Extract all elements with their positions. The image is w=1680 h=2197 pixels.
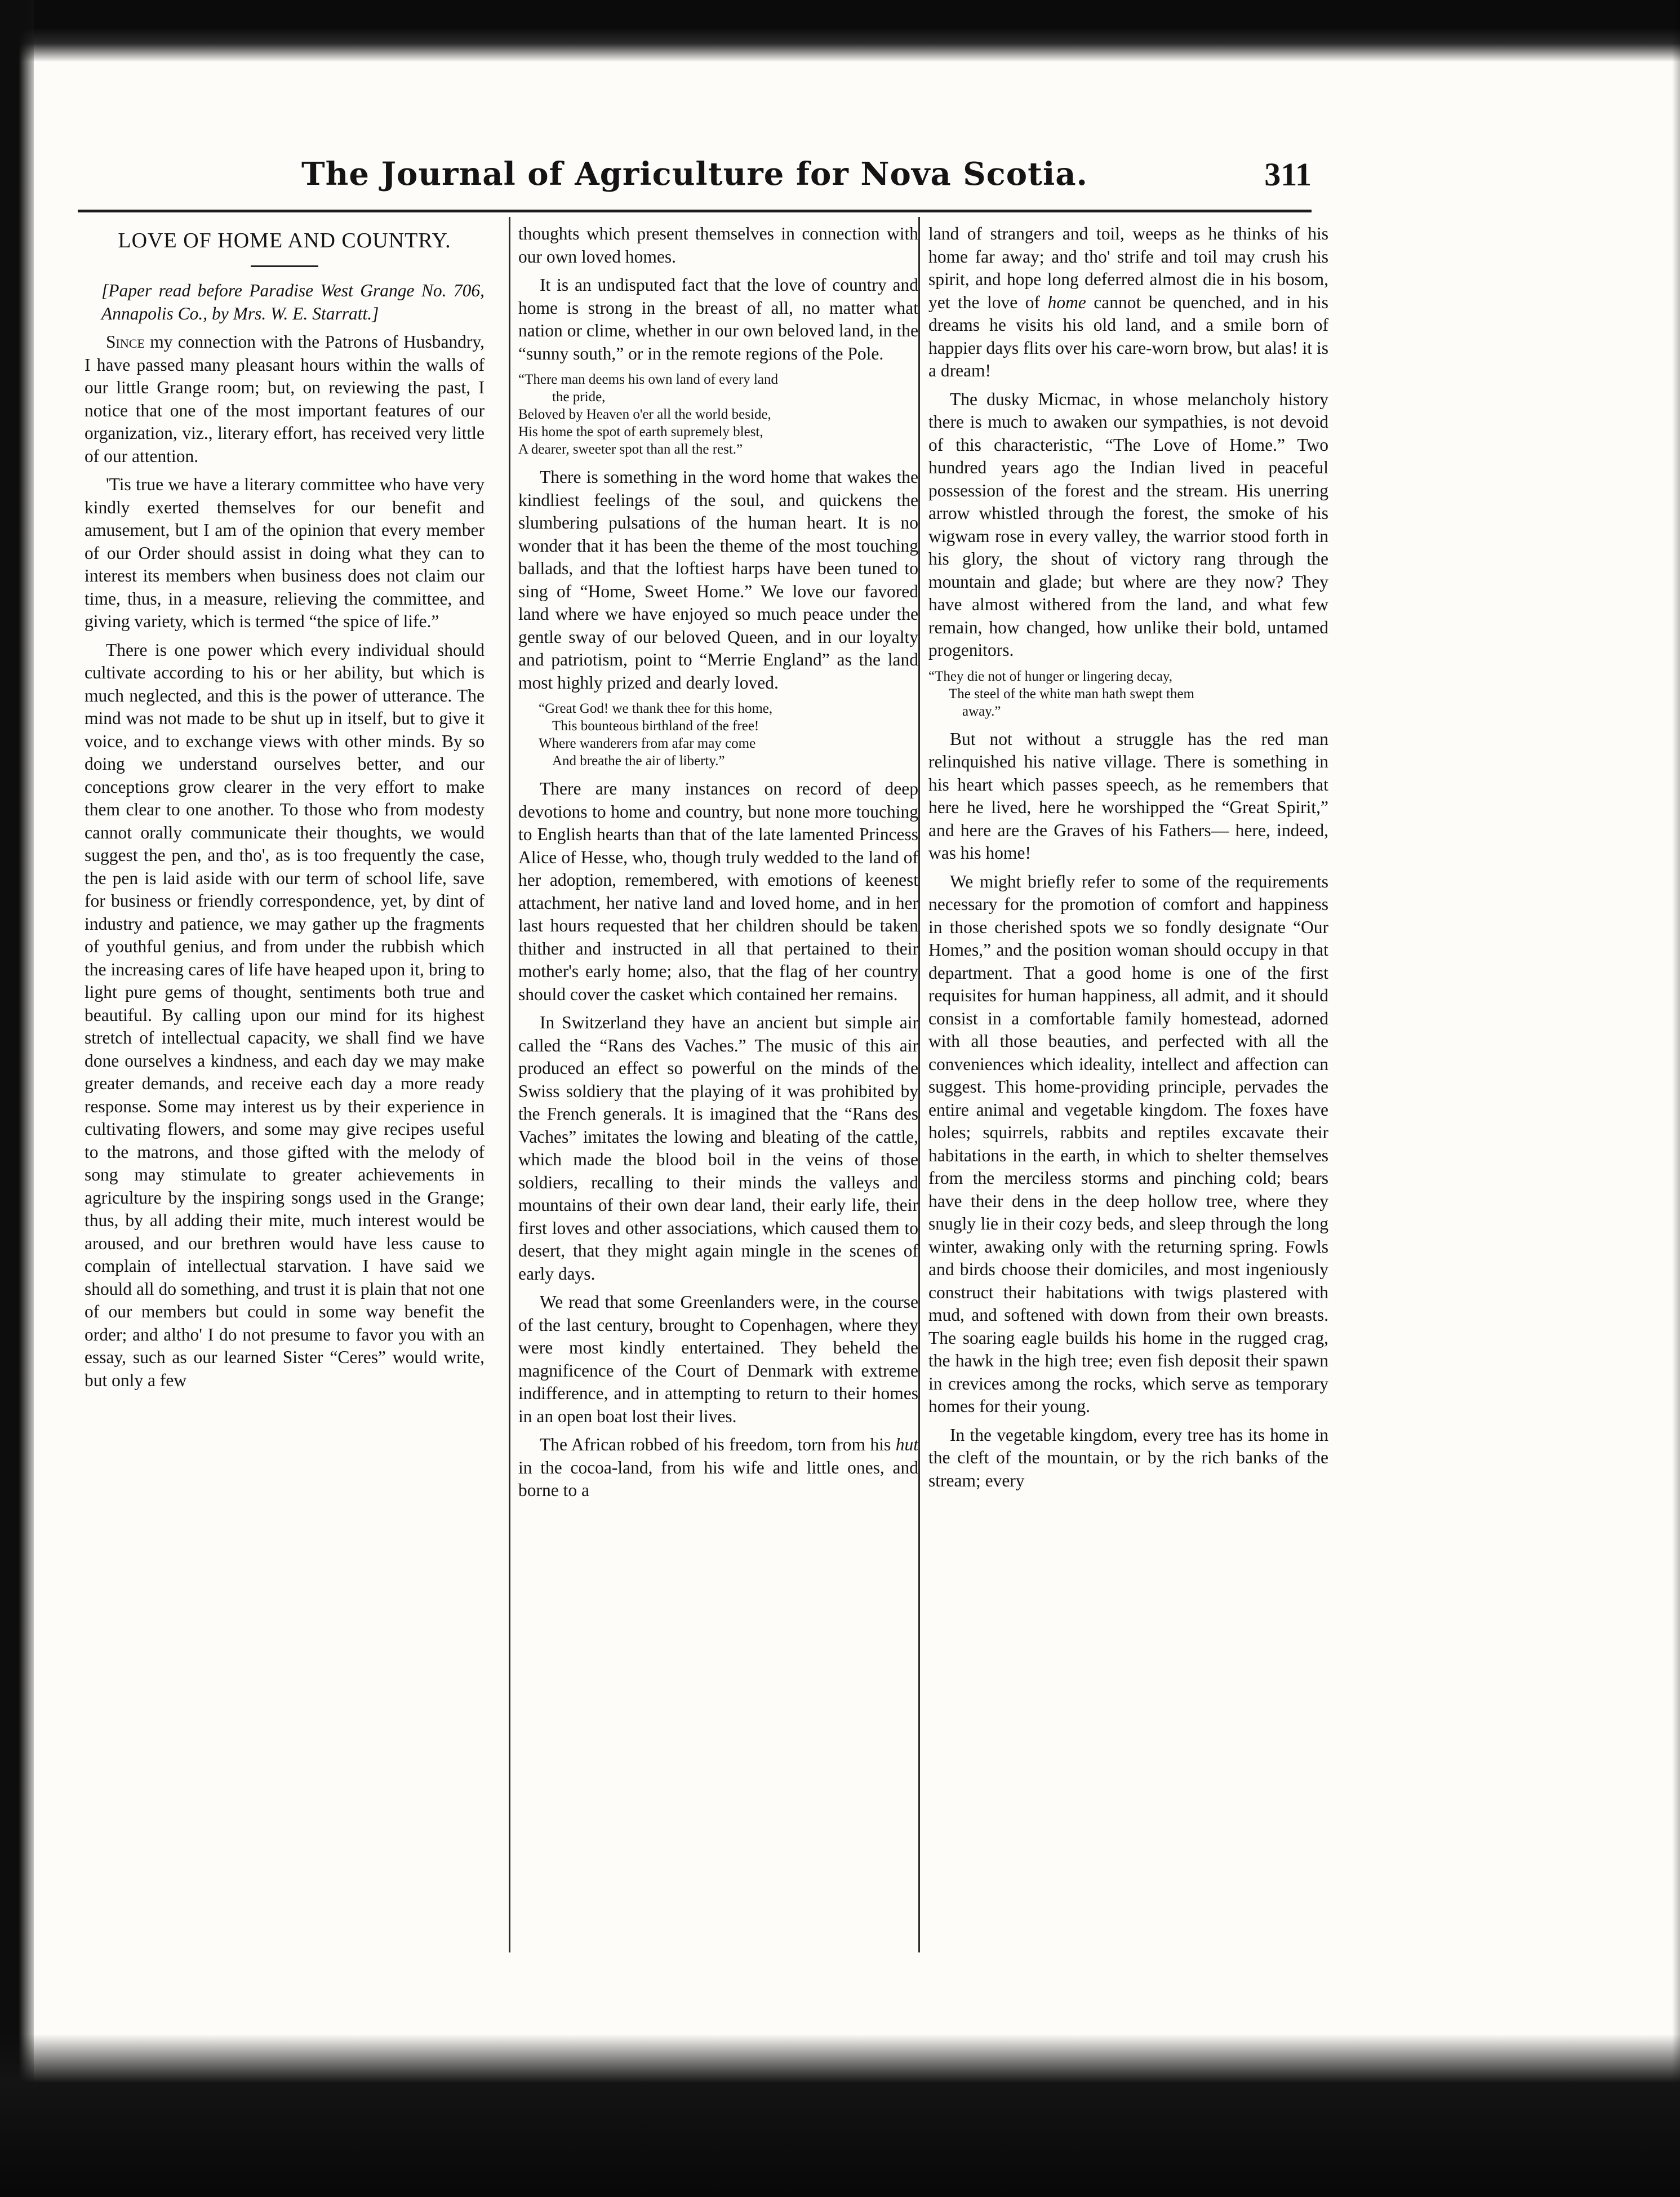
article-byline: [Paper read before Paradise West Grange No. 706, Annapolis Co., by Mrs. W. E. Starratt.] <box>101 281 485 323</box>
poem-line: “They die not of hunger or lingering decay, <box>928 668 1172 684</box>
paragraph: But not without a struggle has the red man relinquished his native village. There is something in his heart which passes speech, as he remembers that here he lived, here he worshipped the “Great Spirit,” and here are the Graves of his Fathers— here, indeed, was his home! <box>928 729 1328 863</box>
article-title: LOVE OF HOME AND COUNTRY. <box>118 229 451 252</box>
poem-line: A dearer, sweeter spot than all the rest.” <box>518 442 743 457</box>
paragraph <box>518 1433 918 1502</box>
paragraph: In Switzerland they have an ancient but simple air called the “Rans des Vaches.” The music of this air produced an effect so powerful on the minds of the Swiss soldiery that the playing of it was prohibited by the French generals. It is imagined that the “Rans des Vaches” imitates the lowing and bleating of the cattle, which made the blood boil in the veins of those soldiers, recalling to their minds the valleys and mountains of their own dear land, their early life, their first loves and other associations, which caused them to desert, that they might again mingle in the scenes of early days. <box>518 1013 918 1284</box>
paragraph: 'Tis true we have a literary committee who have very kindly exerted themselves for our benefit and amusement, but I am of the opinion that every member of our Order should assist in doing what they can to interest its members when business does not claim our time, thus, in a measure, relieving the committee, and giving variety, which is termed “the spice of life.” <box>85 474 485 631</box>
paragraph-text: cannot be quenched, and in his dreams he visits his old land, and a smile born of happier days flits over his care-worn brow, but alas! it is a dream! <box>928 292 1328 380</box>
poem-line: Beloved by Heaven o'er all the world beside, <box>518 407 771 422</box>
drop-word: Since <box>106 332 145 352</box>
page-header <box>78 151 1312 207</box>
scan-edge-left <box>0 0 34 2197</box>
emphasis-text: home <box>1047 292 1086 312</box>
paragraph: There are many instances on record of deep devotions to home and country, but none more touching to English hearts than that of the late lamented Princess Alice of Hesse, who, though truly wedded to the land of her adoption, remembered, with emotions of keenest attachment, her native land and loved home, and in her last hours requested that her children should be taken thither and instructed in all that pertained to their mother's early home; also, that the flag of her country should cover the casket which contained her remains. <box>518 779 918 1004</box>
column-3 <box>928 223 1328 1947</box>
title-rule <box>251 265 318 267</box>
poem-line: “Great God! we thank thee for this home, <box>539 701 773 716</box>
poem-line: “There man deems his own land of every land <box>518 372 778 387</box>
paragraph: There is something in the word home that wakes the kindliest feelings of the soul, and quickens the slumbering pulsations of the human heart. It is no wonder that it has been the theme of the most touching ballads, and that the loftiest harps have been tuned to sing of “Home, Sweet Home.” We love our favored land where we have enjoyed so much peace under the gentle sway of our beloved Queen, and in our loyalty and patriotism, point to “Merrie England” as the land most highly prized and dearly loved. <box>518 467 918 693</box>
scan-edge-right <box>1672 0 1680 2197</box>
column-divider-1 <box>509 217 510 1952</box>
poem-line: This bounteous birthland of the free! <box>552 718 759 734</box>
column-divider-2 <box>918 217 920 1952</box>
paragraph <box>85 331 485 468</box>
paragraph: It is an undisputed fact that the love of country and home is strong in the breast of all, no matter what nation or clime, whether in our own beloved land, in the “sunny south,” or in the remote regions of the Pole. <box>518 275 918 363</box>
column-2 <box>518 223 918 1947</box>
emphasis-text: hut <box>895 1435 918 1454</box>
poem-quote <box>928 668 1328 720</box>
paragraph-text: my connection with the Patrons of Husbandry, I have passed many pleasant hours within the walls of our little Grange room; but, on reviewing the past, I notice that one of the most important features of our organization, viz., literary effort, has received very little of our attention. <box>85 332 485 466</box>
poem-line: the pride, <box>552 389 606 405</box>
scan-edge-top <box>0 0 1680 62</box>
paragraph-text: land of strangers and toil, weeps as he thinks of his home far away; and tho' strife and toil may crush his spirit, and hope long deferred almost die in his bosom, yet the love of <box>928 224 1328 312</box>
paragraph: thoughts which present themselves in connection with our own loved homes. <box>518 224 918 267</box>
poem-line: The steel of the white man hath swept them <box>949 686 1194 702</box>
poem-line: Where wanderers from afar may come <box>539 736 756 751</box>
page-number: 311 <box>1264 156 1312 193</box>
paragraph: We read that some Greenlanders were, in the course of the last century, brought to Copenhagen, where they were most kindly entertained. They beheld the magnificence of the Court of Denmark with extreme indifference, and in attempting to return to their homes in an open boat lost their lives. <box>518 1292 918 1426</box>
paragraph: We might briefly refer to some of the requirements necessary for the promotion of comfort and happiness in those cherished spots we so fondly designate “Our Homes,” and the position woman should occupy in that department. That a good home is one of the first requisites for human happiness, all admit, and it should consist in a comfortable family homestead, adorned with all those beauties, and perfected with all the conveniences which ideality, intellect and affection can suggest. This home-providing principle, pervades the entire animal and vegetable kingdom. The foxes have holes; squirrels, rabbits and reptiles excavate their habitations in the earth, in which to shelter themselves from the merciless storms and pinching cold; bears have their dens in the deep hollow tree, where they snugly lie in their cozy beds, and sleep through the long winter, awaking only with the returning spring. Fowls and birds choose their domiciles, and most ingeniously construct their habitations with twigs plastered with mud, and softened with down from their own breasts. The soaring eagle builds his home in the rugged crag, the hawk in the high tree; even fish deposit their spawn in crevices among the rocks, which serve as temporary homes for their young. <box>928 871 1328 1416</box>
journal-title: The Journal of Agriculture for Nova Scotia. <box>301 156 1088 193</box>
paragraph-text: in the cocoa-land, from his wife and little ones, and borne to a <box>518 1457 918 1500</box>
header-rule <box>78 210 1312 212</box>
paragraph-text: The African robbed of his freedom, torn from his <box>540 1435 896 1454</box>
scan-edge-bottom <box>0 2034 1680 2197</box>
paragraph: In the vegetable kingdom, every tree has its home in the cleft of the mountain, or by the rich banks of the stream; every <box>928 1424 1328 1490</box>
poem-line: His home the spot of earth supremely blest, <box>518 424 763 440</box>
column-1 <box>85 223 485 1947</box>
paragraph <box>928 223 1328 383</box>
paragraph: The dusky Micmac, in whose melancholy history there is much to awaken our sympathies, is not devoid of this characteristic, “The Love of Home.” Two hundred years ago the Indian lived in peaceful possession of the forest and the stream. His unerring arrow whistled through the forest, the smoke of his wigwam rose in every valley, the warrior stood forth in his glory, the shout of victory rang through the mountain and glade; but where are they now? They have almost withered from the land, and what few remain, how changed, how unlike their bold, untamed progenitors. <box>928 389 1328 660</box>
paragraph: There is one power which every individual should cultivate according to his or her ability, but which is much neglected, and this is the power of utterance. The mind was not made to be shut up in itself, but to give it voice, and to exchange views with other minds. By so doing we understand ourselves better, and our conceptions grow clearer in the very effort to make them clear to one another. To those who from modesty cannot orally communicate their thoughts, we would suggest the pen, and tho', as is too frequently the case, the pen is laid aside with our term of school life, save for business or friendly correspondence, yet, by dint of industry and patience, we may gather up the fragments of youthful genius, and from under the rubbish which the increasing cares of life have heaped upon it, bring to light pure gems of thought, sentiments both true and beautiful. By calling upon our mind for its highest stretch of intellectual capacity, we shall find we have done ourselves a kindness, and each day we may make greater demands, and receive each day a more ready response. Some may interest us by their experience in cultivating flowers, and some may give recipes useful to the matrons, and those gifted with the melody of song may stimulate to greater achievements in agriculture by the inspiring songs used in the Grange; thus, by all adding their mite, much interest would be aroused, and our brethren would have less cause to complain of intellectual starvation. I have said we should all do something, and trust it is plain that not one of our members but could in some way benefit the order; and altho' I do not presume to favor you with an essay, such as our learned Sister “Ceres” would write, but only a few <box>85 640 485 1390</box>
poem-line: away.” <box>962 703 1001 719</box>
poem-line: And breathe the air of liberty.” <box>552 753 725 769</box>
poem-quote <box>518 371 918 458</box>
poem-quote <box>518 700 918 770</box>
